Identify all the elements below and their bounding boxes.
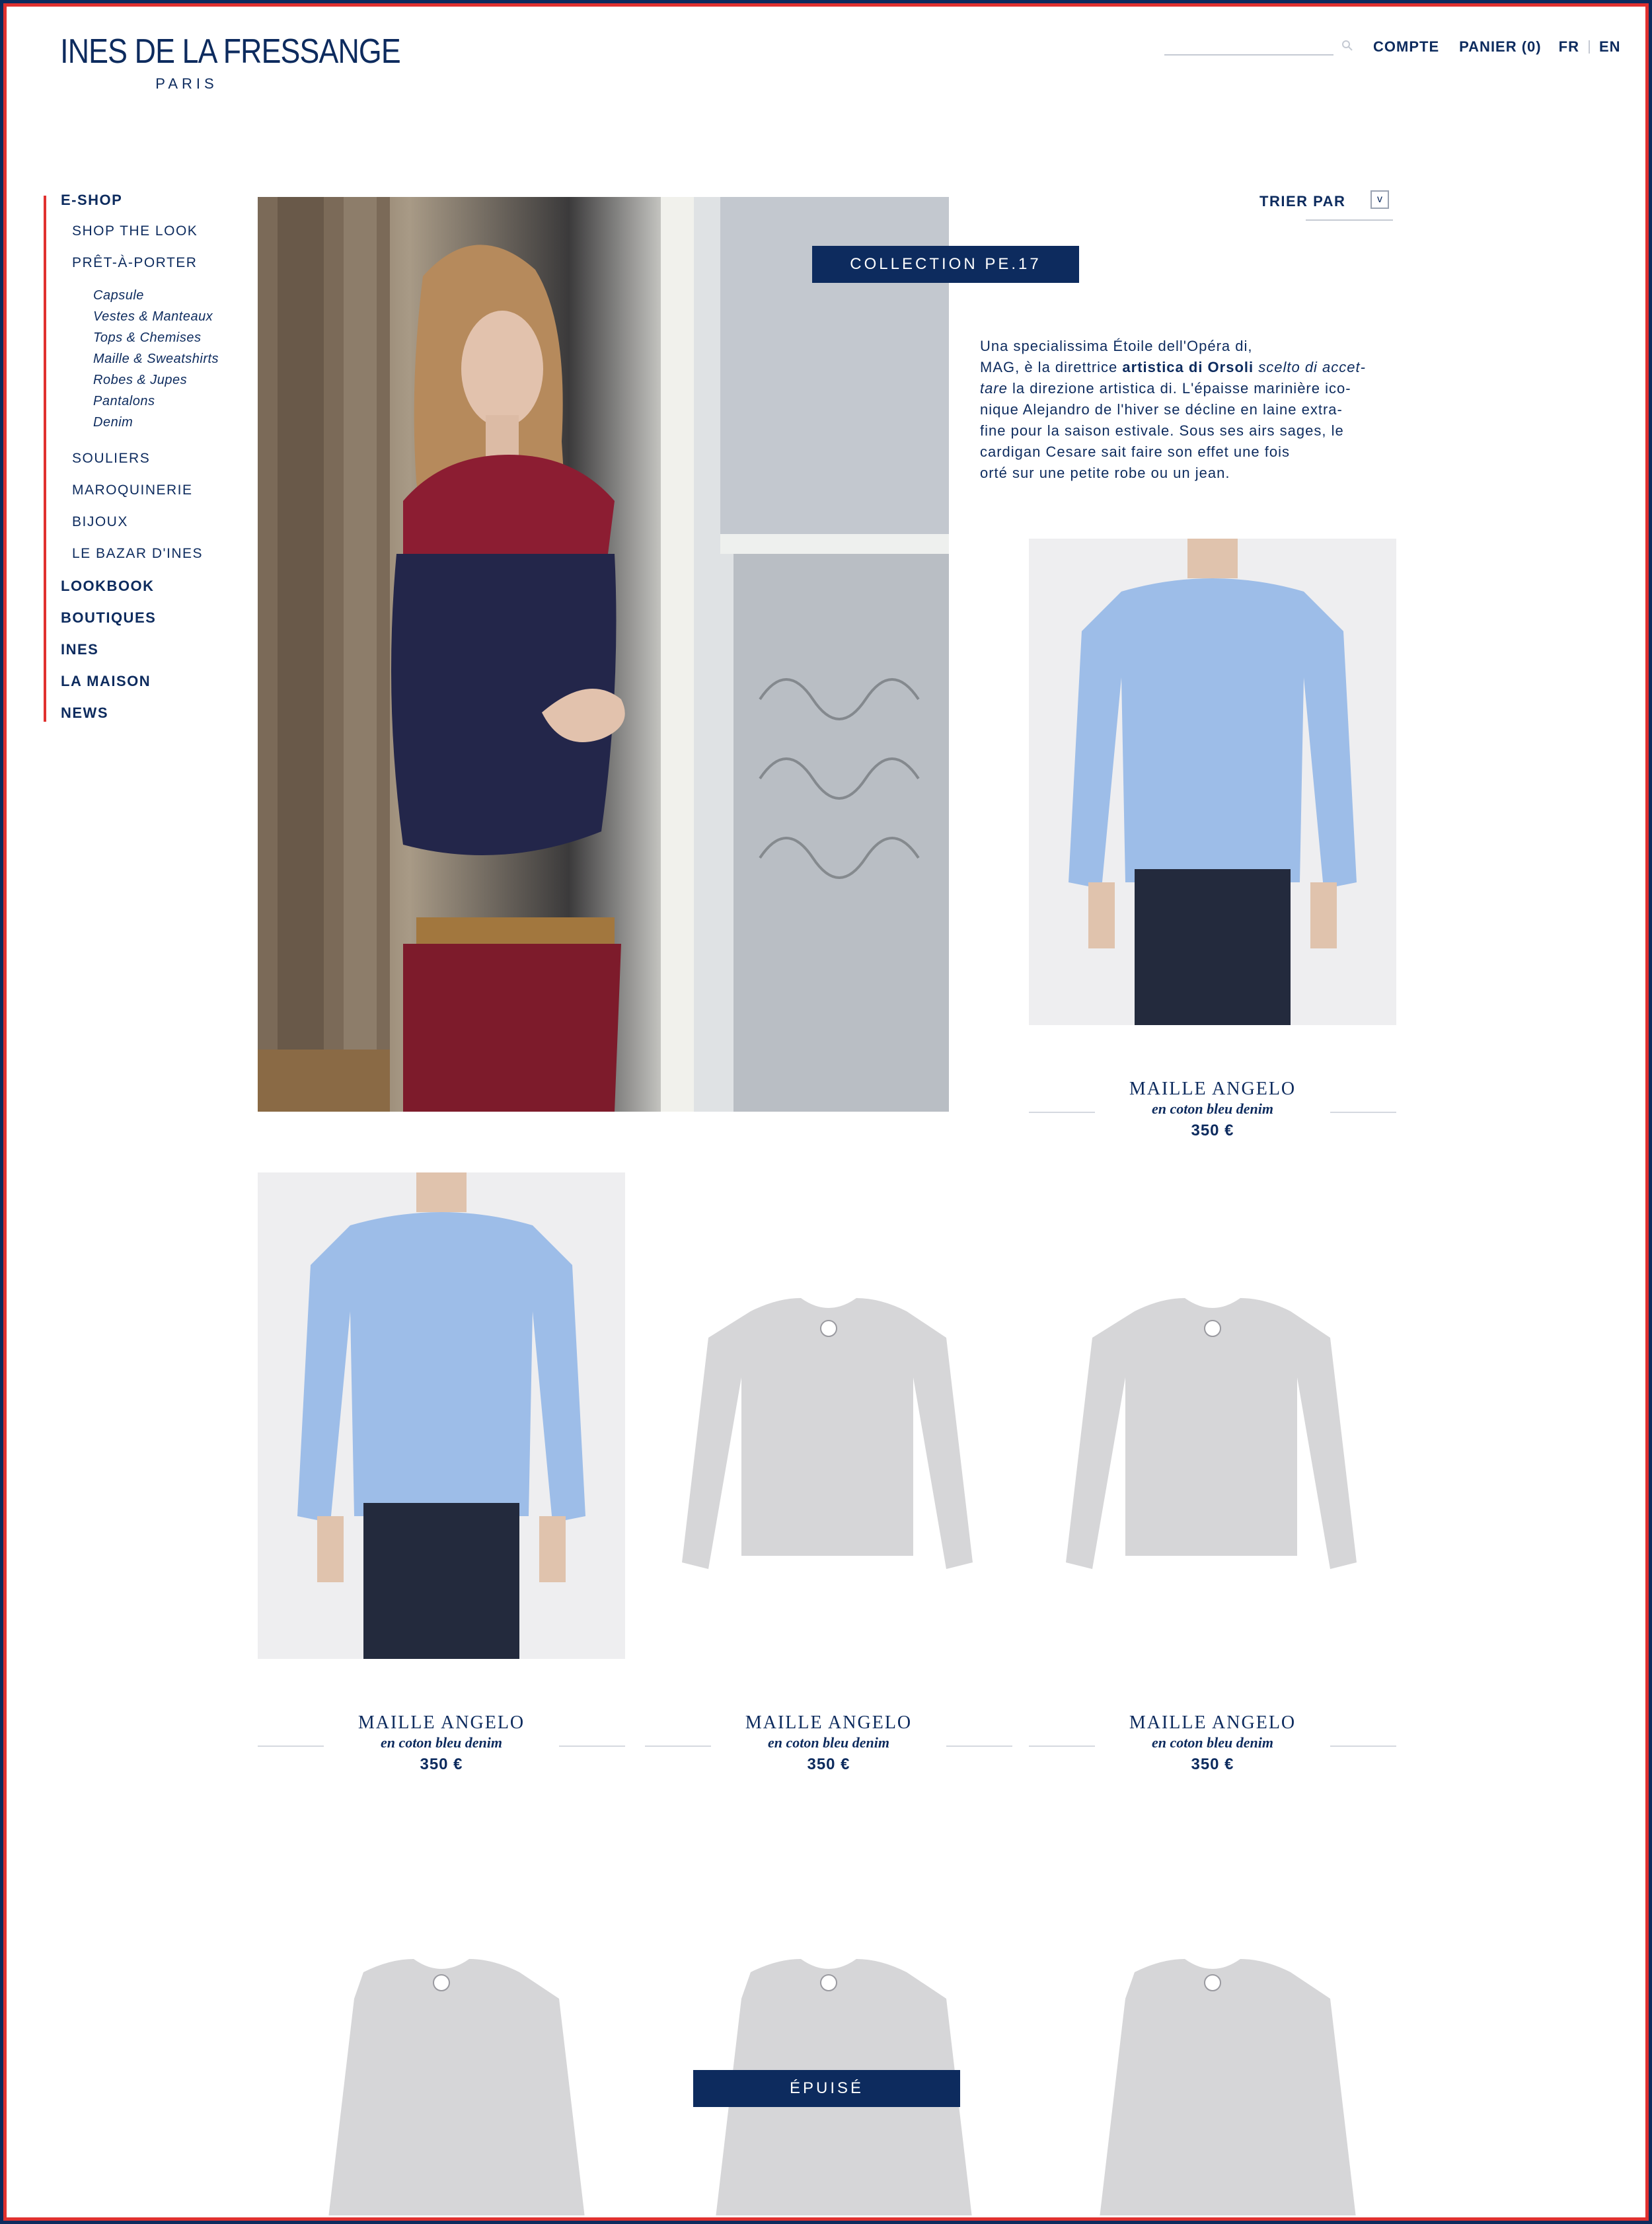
chevron-down-icon[interactable]: v [1370, 190, 1389, 209]
lang-en[interactable]: EN [1598, 38, 1621, 55]
product-name[interactable]: MAILLE ANGELO [1129, 1712, 1296, 1733]
sidebar-item-eshop[interactable]: E-SHOP [61, 192, 123, 208]
intro-line-1: Una specialissima Étoile dell'Opéra di, [980, 338, 1253, 354]
model-sweater-illustration [258, 1172, 625, 1659]
search-icon[interactable] [1341, 40, 1353, 52]
editorial-intro [980, 336, 1403, 484]
intro-line-3 [980, 378, 1403, 399]
sold-out-badge: ÉPUISÉ [693, 2070, 960, 2107]
brand-logo[interactable] [40, 32, 400, 93]
top-nav [1373, 38, 1621, 56]
product-card[interactable] [258, 1172, 625, 1781]
model-illustration [258, 197, 949, 1112]
product-card[interactable] [258, 1827, 625, 2223]
product-name[interactable]: MAILLE ANGELO [745, 1712, 913, 1733]
intro-italic: scelto di accet- [1254, 359, 1366, 375]
sort-underline [1306, 219, 1393, 221]
product-price: 350 € [1191, 1755, 1234, 1773]
sidebar-item-la-maison[interactable]: LA MAISON [61, 673, 151, 689]
product-photo[interactable] [1029, 1172, 1396, 1659]
product-price: 350 € [420, 1755, 463, 1773]
account-link[interactable]: COMPTE [1373, 38, 1440, 55]
sidebar-item-lookbook[interactable]: LOOKBOOK [61, 578, 155, 594]
intro-bold: artistica di Orsoli [1122, 359, 1254, 375]
product-photo[interactable] [645, 1827, 1012, 2223]
intro-text: MAG, è la direttrice [980, 359, 1123, 375]
sidebar-subitem-denim[interactable]: Denim [93, 415, 133, 430]
brand-name: INES DE LA FRESSANGE [60, 32, 400, 71]
sidebar-item-shop-the-look[interactable]: SHOP THE LOOK [72, 223, 198, 239]
sidebar-item-souliers[interactable]: SOULIERS [72, 451, 151, 466]
product-price: 350 € [807, 1755, 850, 1773]
product-price: 350 € [1191, 1122, 1234, 1139]
sidebar-item-news[interactable]: NEWS [61, 705, 108, 721]
flat-sweater-illustration [1029, 1172, 1396, 1659]
product-subtitle: en coton bleu denim [1152, 1734, 1273, 1751]
intro-italic: tare [980, 380, 1008, 397]
search-bar [1164, 37, 1343, 56]
product-name[interactable]: MAILLE ANGELO [357, 1712, 525, 1733]
product-subtitle: en coton bleu denim [381, 1734, 502, 1751]
intro-line-5: fine pour la saison estivale. Sous ses airs sages, le [980, 422, 1344, 439]
flat-sweater-illustration [645, 1827, 1012, 2223]
product-photo[interactable] [1029, 539, 1396, 1025]
brand-city: PARIS [155, 75, 218, 92]
intro-line-6: cardigan Cesare sait faire son effet une fois [980, 443, 1290, 460]
cart-link[interactable]: PANIER (0) [1459, 38, 1542, 55]
intro-text: la direzione artistica di. L'épaisse marinière ico- [1007, 380, 1351, 397]
product-photo[interactable] [258, 1827, 625, 2223]
sort-label: TRIER PAR [1259, 193, 1346, 210]
product-card[interactable] [645, 1827, 1012, 2223]
sort-dropdown[interactable] [1259, 190, 1394, 222]
sidebar-item-boutiques[interactable]: BOUTIQUES [61, 609, 157, 626]
product-card[interactable] [1029, 1172, 1396, 1781]
sidebar-subitem-maille-sweatshirts[interactable]: Maille & Sweatshirts [93, 352, 219, 366]
sidebar-subitem-robes-jupes[interactable]: Robes & Jupes [93, 373, 188, 387]
product-photo[interactable] [258, 1172, 625, 1659]
model-sweater-illustration [1029, 539, 1396, 1025]
product-photo[interactable] [1029, 1827, 1396, 2223]
flat-sweater-illustration [258, 1827, 625, 2223]
sidebar-item-ines[interactable]: INES [61, 641, 99, 658]
intro-line-2 [980, 357, 1403, 378]
product-card[interactable] [1029, 1827, 1396, 2223]
product-photo[interactable] [645, 1172, 1012, 1659]
product-name[interactable]: MAILLE ANGELO [1129, 1079, 1296, 1099]
sidebar-item-bazar[interactable]: LE BAZAR D'INES [72, 546, 204, 561]
sidebar-item-maroquinerie[interactable]: MAROQUINERIE [72, 482, 193, 498]
intro-line-7: orté sur une petite robe ou un jean. [980, 465, 1230, 481]
product-subtitle: en coton bleu denim [1152, 1100, 1273, 1117]
flat-sweater-illustration [1029, 1827, 1396, 2223]
intro-line-4: nique Alejandro de l'hiver se décline en laine extra- [980, 401, 1343, 418]
product-card[interactable] [645, 1172, 1012, 1781]
sidebar-subitem-pantalons[interactable]: Pantalons [93, 394, 155, 408]
sidebar-item-pret-a-porter[interactable]: PRÊT-À-PORTER [72, 255, 198, 270]
hero-editorial-photo[interactable] [258, 197, 949, 1112]
sidebar-subitem-tops-chemises[interactable]: Tops & Chemises [93, 330, 202, 345]
collection-tag: COLLECTION PE.17 [812, 246, 1079, 283]
lang-divider [1589, 40, 1590, 54]
sidebar-subitem-capsule[interactable]: Capsule [93, 288, 144, 303]
flat-sweater-illustration [645, 1172, 1012, 1659]
search-input[interactable] [1164, 37, 1333, 56]
product-card[interactable] [1029, 539, 1396, 1147]
sidebar-item-bijoux[interactable]: BIJOUX [72, 514, 128, 529]
sidebar-accent-line [44, 196, 46, 722]
sidebar-subitem-vestes-manteaux[interactable]: Vestes & Manteaux [93, 309, 213, 324]
product-subtitle: en coton bleu denim [768, 1734, 889, 1751]
lang-fr[interactable]: FR [1558, 38, 1579, 55]
